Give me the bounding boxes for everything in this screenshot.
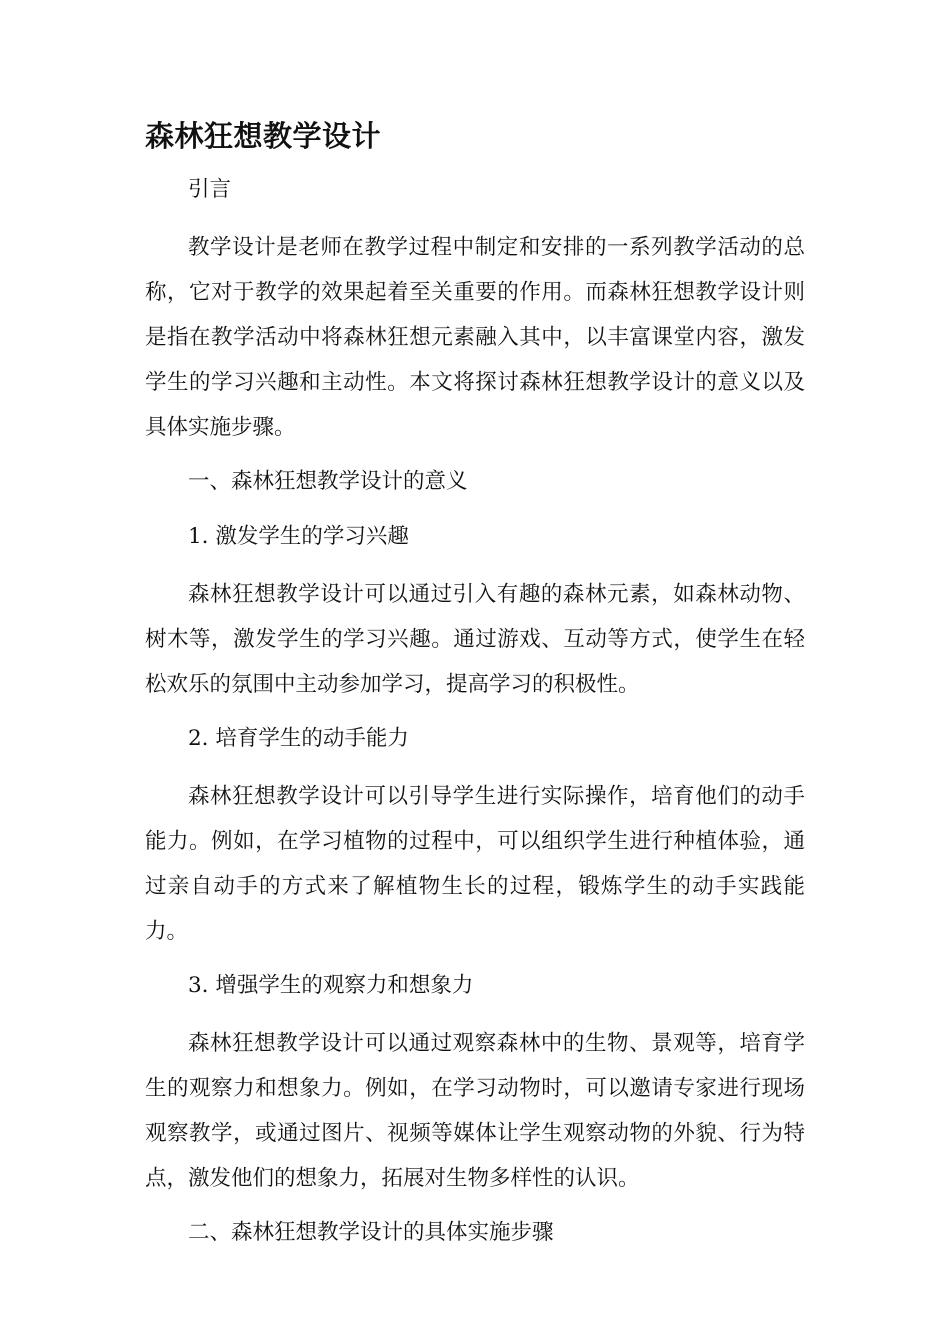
document-title: 森林狂想教学设计 (145, 119, 382, 153)
subheading-interest: 1. 激发学生的学习兴趣 (188, 524, 409, 549)
subheading-observation: 3. 增强学生的观察力和想象力 (188, 973, 474, 998)
paragraph-interest: 森林狂想教学设计可以通过引入有趣的森林元素，如森林动物、树木等，激发学生的学习兴趣。通过游戏、互动等方式，使学生在轻松欢乐的氛围中主动参加学习，提高学习的积极性。 (145, 582, 805, 697)
section-heading-significance: 一、森林狂想教学设计的意义 (188, 469, 468, 494)
paragraph-observation: 森林狂想教学设计可以通过观察森林中的生物、景观等，培育学生的观察力和想象力。例如，在学习动物时，可以邀请专家进行现场观察教学，或通过图片、视频等媒体让学生观察动物的外貌、行为特点，激发他们的想象力，拓展对生物多样性的认识。 (145, 1031, 805, 1191)
section-heading-intro: 引言 (188, 177, 232, 202)
paragraph-intro: 教学设计是老师在教学过程中制定和安排的一系列教学活动的总称，它对于教学的效果起着至关重要的作用。而森林狂想教学设计则是指在教学活动中将森林狂想元素融入其中，以丰富课堂内容，激发学生的学习兴趣和主动性。本文将探讨森林狂想教学设计的意义以及具体实施步骤。 (145, 235, 805, 440)
subheading-hands-on: 2. 培育学生的动手能力 (188, 726, 409, 751)
document-body (145, 112, 805, 1268)
section-heading-steps: 二、森林狂想教学设计的具体实施步骤 (188, 1220, 554, 1245)
paragraph-hands-on: 森林狂想教学设计可以引导学生进行实际操作，培育他们的动手能力。例如，在学习植物的过程中，可以组织学生进行种植体验，通过亲自动手的方式来了解植物生长的过程，锻炼学生的动手实践能力。 (145, 784, 805, 944)
